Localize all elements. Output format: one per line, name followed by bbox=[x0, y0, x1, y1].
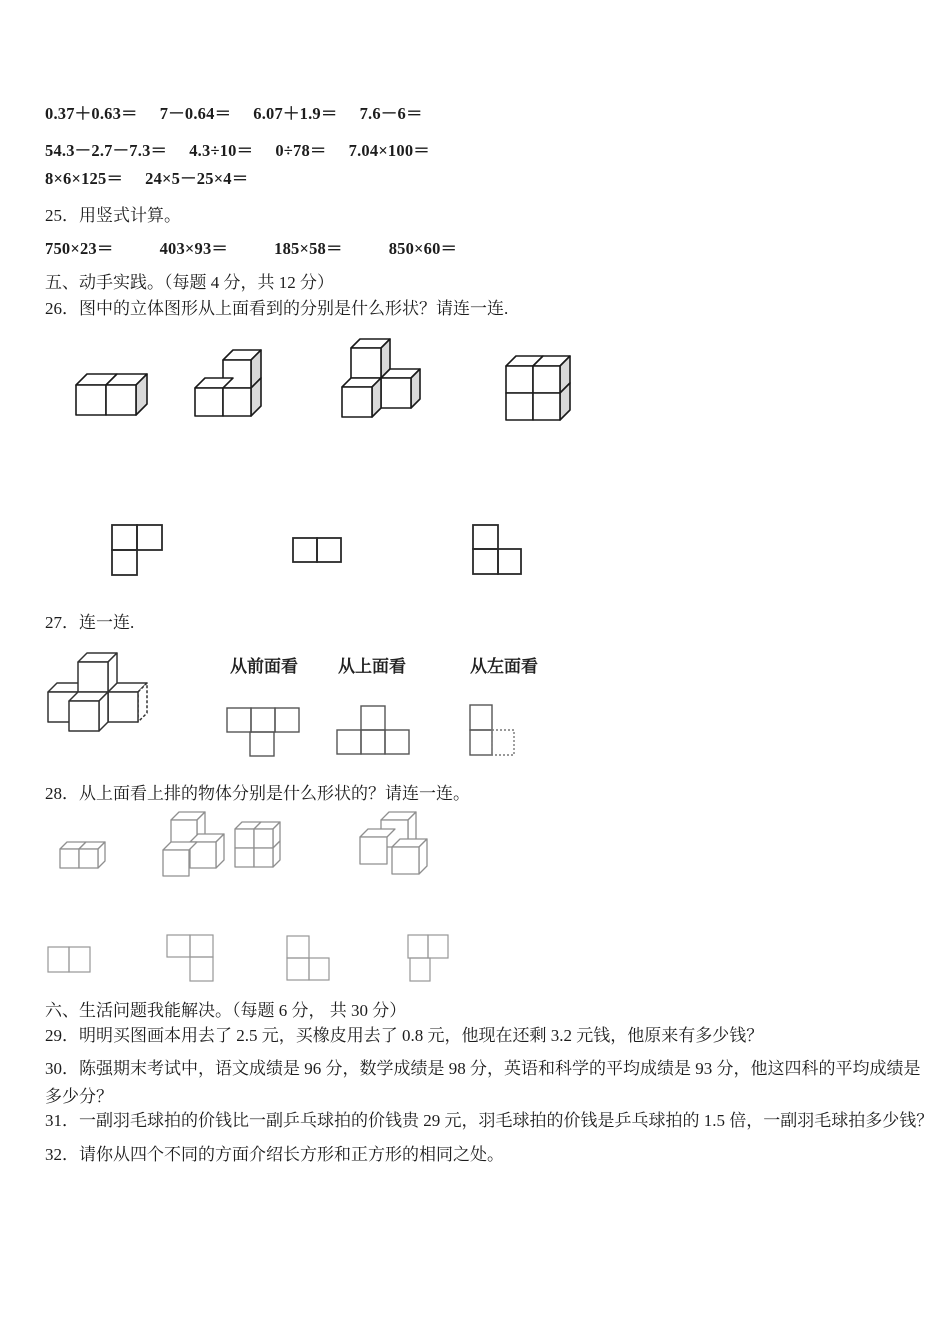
answer-shape-26-3 bbox=[471, 523, 527, 579]
section6-heading: 六、生活问题我能解决。（每题 6 分， 共 30 分） bbox=[45, 1001, 407, 1020]
view-shape-front bbox=[225, 706, 303, 758]
cube-figure-28-1 bbox=[58, 840, 108, 876]
cube-figure-27 bbox=[46, 650, 152, 738]
q28-title: 28．从上面看上排的物体分别是什么形状的？请连一连。 bbox=[45, 784, 470, 803]
q26-title: 26．图中的立体图形从上面看到的分别是什么形状？请连一连. bbox=[45, 299, 509, 318]
answer-shape-26-1 bbox=[110, 523, 166, 579]
expression: 7.04×100＝ bbox=[348, 141, 430, 160]
expression: 7.6－6＝ bbox=[359, 104, 423, 123]
cube-figure-26-4 bbox=[504, 352, 574, 424]
cube-figure-28-3 bbox=[233, 820, 283, 876]
view-label-left: 从左面看 bbox=[470, 657, 538, 676]
cube-figure-26-1 bbox=[74, 370, 152, 420]
answer-shape-28-3 bbox=[285, 934, 333, 984]
expression: 0.37＋0.63＝ bbox=[45, 104, 138, 123]
q27-title: 27．连一连. bbox=[45, 613, 135, 632]
expression: 403×93＝ bbox=[159, 239, 229, 258]
expression: 850×60＝ bbox=[388, 239, 458, 258]
answer-shape-28-1 bbox=[46, 945, 94, 975]
q32-text: 32．请你从四个不同的方面介绍长方形和正方形的相同之处。 bbox=[45, 1145, 504, 1164]
oral-calc-row-1 bbox=[45, 104, 423, 125]
expression: 4.3÷10＝ bbox=[189, 141, 254, 160]
cube-figure-28-2 bbox=[161, 812, 233, 880]
answer-shape-26-2 bbox=[291, 536, 345, 566]
expression: 24×5－25×4＝ bbox=[145, 169, 249, 188]
cube-figure-28-4 bbox=[358, 812, 432, 878]
expression: 8×6×125＝ bbox=[45, 169, 124, 188]
expression: 6.07＋1.9＝ bbox=[253, 104, 338, 123]
expression: 185×58＝ bbox=[274, 239, 343, 258]
answer-shape-28-2 bbox=[165, 933, 217, 983]
expression: 7－0.64＝ bbox=[159, 104, 232, 123]
expression: 54.3－2.7－7.3＝ bbox=[45, 141, 168, 160]
expression: 750×23＝ bbox=[45, 239, 114, 258]
q25-title: 25．用竖式计算。 bbox=[45, 206, 181, 225]
view-label-front: 从前面看 bbox=[230, 657, 298, 676]
q25-expressions bbox=[45, 239, 457, 260]
oral-calc-row-2 bbox=[45, 141, 430, 162]
expression: 0÷78＝ bbox=[275, 141, 327, 160]
cube-figure-26-3 bbox=[340, 338, 424, 420]
answer-shape-28-4 bbox=[406, 933, 452, 983]
view-label-top: 从上面看 bbox=[338, 657, 406, 676]
view-shape-left bbox=[468, 703, 518, 759]
section5-heading: 五、动手实践。（每题 4 分，共 12 分） bbox=[45, 273, 334, 292]
cube-figure-26-2 bbox=[193, 348, 265, 420]
q30-text-line1: 30．陈强期末考试中，语文成绩是 96 分，数学成绩是 98 分，英语和科学的平均成绩是 93 分，他这四科的平均成绩是 bbox=[45, 1059, 921, 1078]
view-shape-top bbox=[335, 704, 415, 756]
q31-text: 31．一副羽毛球拍的价钱比一副乒乓球拍的价钱贵 29 元，羽毛球拍的价钱是乒乓球拍的 1.5 倍，一副羽毛球拍多少钱？ bbox=[45, 1111, 934, 1130]
oral-calc-row-3 bbox=[45, 169, 248, 190]
q29-text: 29．明明买图画本用去了 2.5 元，买橡皮用去了 0.8 元，他现在还剩 3.2 元钱，他原来有多少钱？ bbox=[45, 1026, 764, 1045]
q30-text-line2: 多少分？ bbox=[45, 1087, 113, 1106]
